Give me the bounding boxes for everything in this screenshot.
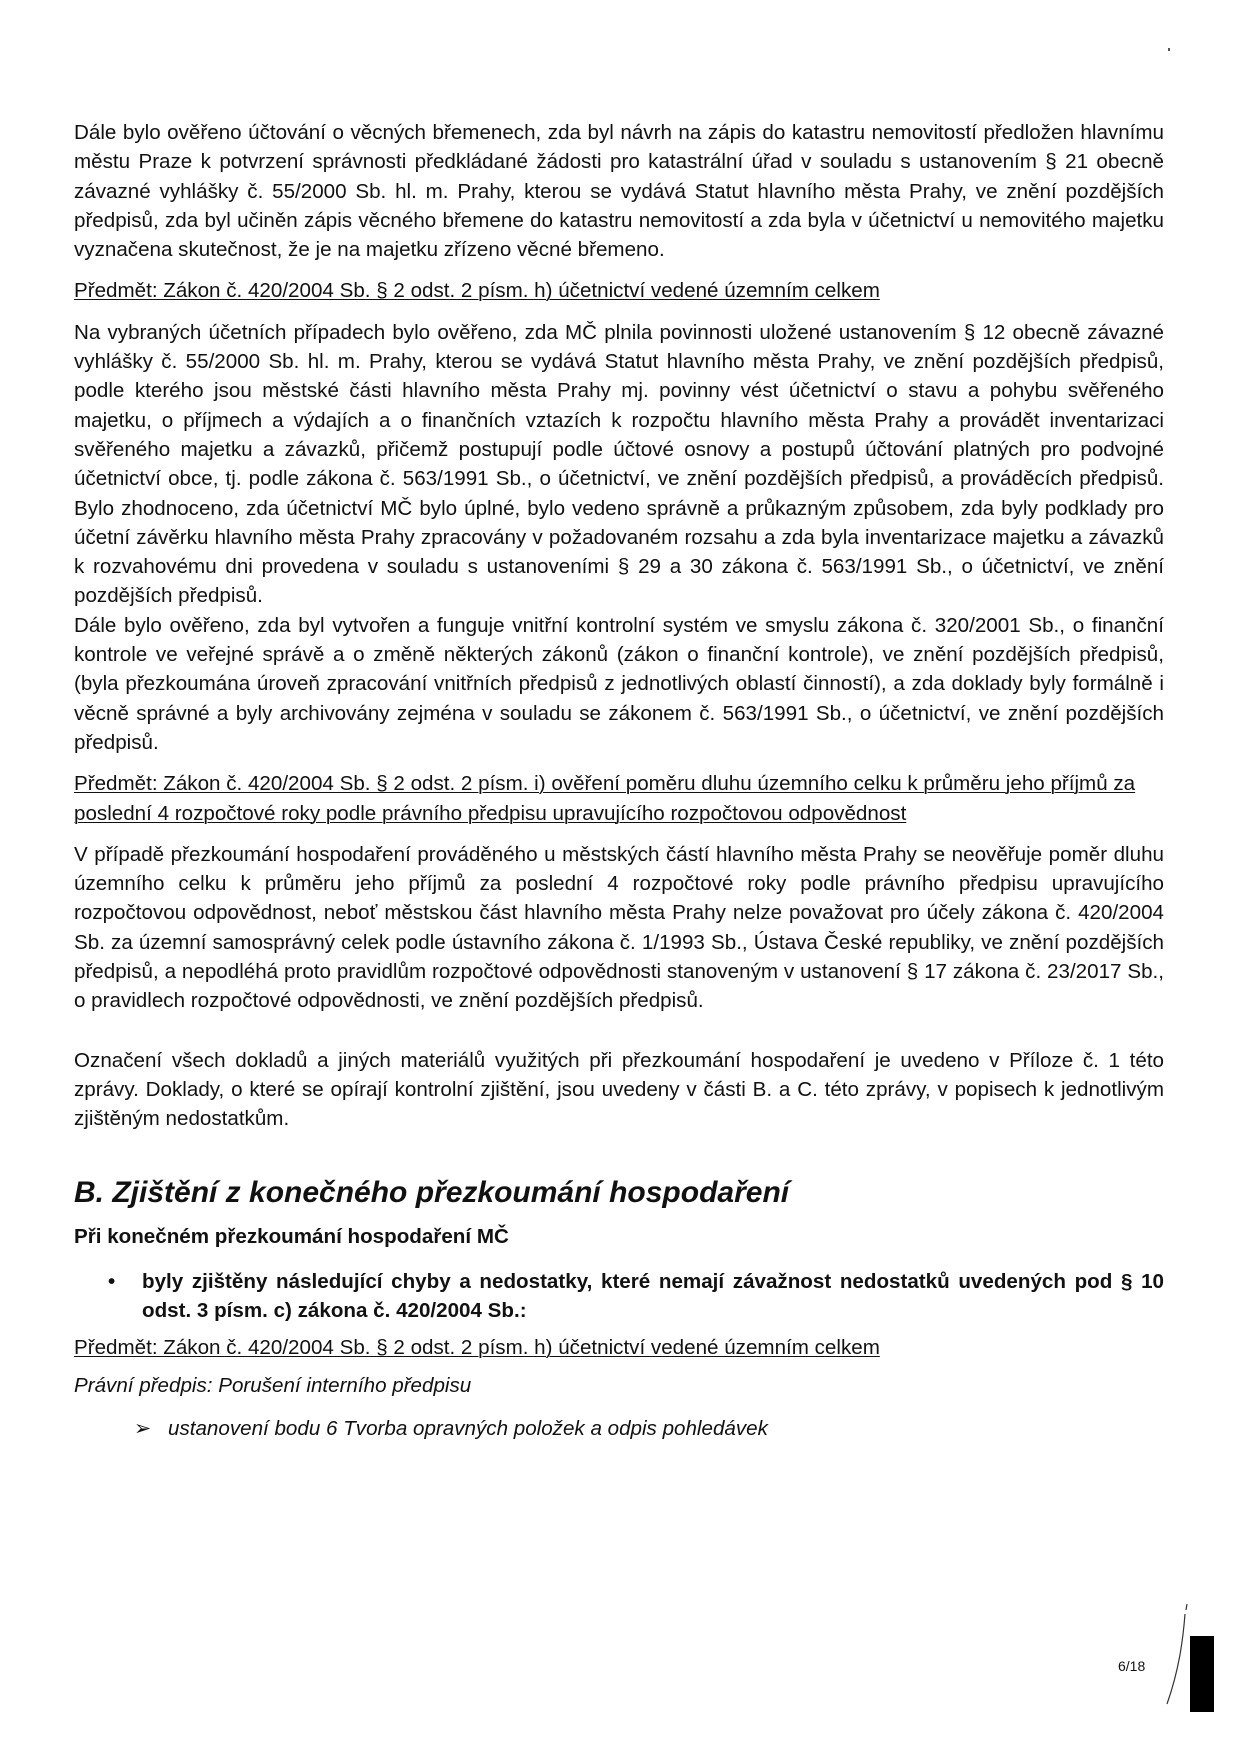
paragraph-accounting-cases: Na vybraných účetních případech bylo ověřeno, zda MČ plnila povinnosti uložené ustanovením § 12 obecně závazné vyhlášky č. 55/2000 Sb. hl. m. Prahy, kterou se vydává Statut hlavního města Prahy, ve znění pozdějších předpisů, podle kterého jsou městské části hlavního města Prahy mj. povinny vést účetnictví o stavu a pohybu svěřeného majetku, o příjmech a výdajích a o finančních vztazích k rozpočtu hlavního města Prahy a provádět inventarizaci svěřeného majetku a závazků, přičemž postupují podle účtové osnovy a postupů účtování platných pro podvojné účetnictví obce, tj. podle zákona č. 563/1991 Sb., o účetnictví, ve znění pozdějších předpisů, a prováděcích předpisů. Bylo zhodnoceno, zda účetnictví MČ bylo úplné, bylo vedeno správně a průkazným způsobem, zda byly podklady pro účetní závěrku hlavního města Prahy zpracovány v požadovaném rozsahu a zda byla inventarizace majetku a závazků k rozvahovému dni provedena v souladu s ustanoveními § 29 a 30 zákona č. 563/1991 Sb., o účetnictví, ve znění pozdějších předpisů. [74, 320, 1164, 608]
provision-item [74, 1414, 1164, 1443]
findings-bullet [74, 1267, 1164, 1326]
section-b-heading: B. Zjištění z konečného přezkoumání hospodaření [74, 1175, 790, 1209]
subject-heading-accounting: Předmět: Zákon č. 420/2004 Sb. § 2 odst. 2 písm. h) účetnictví vedené územním celkem [74, 279, 880, 303]
paragraph-internal-control: Dále bylo ověřeno, zda byl vytvořen a funguje vnitřní kontrolní systém ve smyslu zákona č. 320/2001 Sb., o finanční kontrole ve veřejné správě a o změně některých zákonů (zákon o finanční kontrole), ve znění pozdějších předpisů, (byla přezkoumána úroveň zpracování vnitřních předpisů z jednotlivých oblastí činností), a zda doklady byly formálně i věcně správné a byly archivovány zejména v souladu se zákonem č. 563/1991 Sb., o účetnictví, ve znění pozdějších předpisů. [74, 613, 1164, 754]
bullet-icon: • [108, 1269, 116, 1293]
provision-item-text: ustanovení bodu 6 Tvorba opravných položek a odpis pohledávek [168, 1416, 768, 1440]
subject-heading-findings: Předmět: Zákon č. 420/2004 Sb. § 2 odst. 2 písm. h) účetnictví vedené územním celkem [74, 1336, 880, 1360]
findings-bullet-text: byly zjištěny následující chyby a nedostatky, které nemají závažnost nedostatků uvedených pod § 10 odst. 3 písm. c) zákona č. 420/2004 Sb.: [142, 1269, 1164, 1323]
handwritten-mark-icon [1155, 1600, 1195, 1710]
paragraph-debt-ratio: V případě přezkoumání hospodaření prováděného u městských částí hlavního města Prahy se neověřuje poměr dluhu územního celku k průměru jeho příjmů za poslední 4 rozpočtové roky podle právního předpisu upravujícího rozpočtovou odpovědnost, neboť městskou část hlavního města Prahy nelze považovat pro účely zákona č. 420/2004 Sb. za územní samosprávný celek podle ústavního zákona č. 1/1993 Sb., Ústava České republiky, ve znění pozdějších předpisů, a nepodléhá proto pravidlům rozpočtové odpovědnosti stanoveným v ustanovení § 17 zákona č. 23/2017 Sb., o pravidlech rozpočtové odpovědnosti, ve znění pozdějších předpisů. [74, 842, 1164, 1013]
paragraph-easements: Dále bylo ověřeno účtování o věcných břemenech, zda byl návrh na zápis do katastru nemovitostí předložen hlavnímu městu Praze k potvrzení správnosti předkládané žádosti pro katastrální úřad v souladu s ustanovením § 21 obecně závazné vyhlášky č. 55/2000 Sb. hl. m. Prahy, kterou se vydává Statut hlavního města Prahy, ve znění pozdějších předpisů, zda byl učiněn zápis věcného břemene do katastru nemovitostí a zda byla v účetnictví u nemovitého majetku vyznačena skutečnost, že je na majetku zřízeno věcné břemeno. [74, 121, 1164, 262]
paragraph-documents: Označení všech dokladů a jiných materiálů využitých při přezkoumání hospodaření je uvedeno v Příloze č. 1 této zprávy. Doklady, o které se opírají kontrolní zjištění, jsou uvedeny v části B. a C. této zprávy, v popisech k jednotlivým zjištěným nedostatkům. [74, 1048, 1164, 1131]
subject-heading-debt-ratio: Předmět: Zákon č. 420/2004 Sb. § 2 odst. 2 písm. i) ověření poměru dluhu územního celku k průměru jeho příjmů za poslední 4 rozpočtové roky podle právního předpisu upravujícího rozpočtovou odpovědnost [74, 772, 1136, 825]
document-body [74, 118, 1164, 1443]
arrow-bullet-icon: ➢ [134, 1416, 152, 1440]
legal-basis: Právní předpis: Porušení interního předpisu [74, 1373, 472, 1397]
section-b-intro: Při konečném přezkoumání hospodaření MČ [74, 1224, 509, 1248]
scan-marker-bar [1190, 1636, 1214, 1712]
scan-speck [1168, 48, 1170, 51]
page-number: 6/18 [1118, 1658, 1146, 1674]
